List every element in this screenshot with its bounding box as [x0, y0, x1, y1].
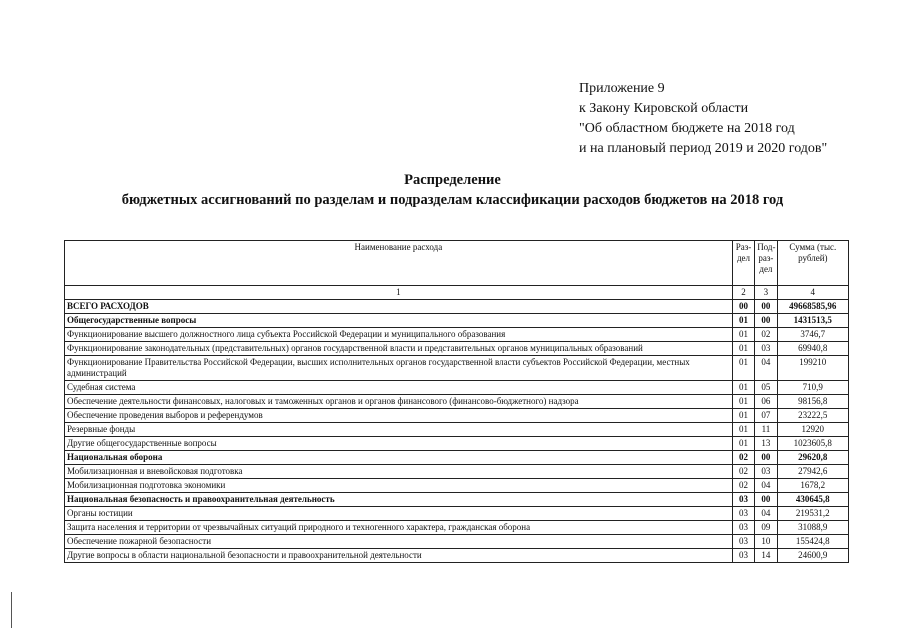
- row-name: Другие общегосударственные вопросы: [65, 437, 733, 451]
- row-subsection: 06: [755, 395, 777, 409]
- appendix-line: к Закону Кировской области: [579, 101, 749, 116]
- row-section: 03: [732, 507, 754, 521]
- row-name: Функционирование высшего должностного лица субъекта Российской Федерации и муниципального образования: [65, 328, 733, 342]
- row-sum: 1023605,8: [777, 437, 848, 451]
- row-section: 03: [732, 521, 754, 535]
- row-name: Обеспечение пожарной безопасности: [65, 535, 733, 549]
- row-section: 01: [732, 409, 754, 423]
- row-section: 01: [732, 314, 754, 328]
- row-subsection: 04: [755, 356, 777, 381]
- document-title: Распределение: [404, 172, 501, 188]
- row-subsection: 03: [755, 465, 777, 479]
- row-name: Судебная система: [65, 381, 733, 395]
- row-name: Функционирование законодательных (представительных) органов государственной власти и представительных органов муниципальных образований: [65, 342, 733, 356]
- row-subsection: 00: [755, 300, 777, 314]
- table-row: [65, 328, 849, 342]
- row-section: 01: [732, 437, 754, 451]
- row-subsection: 09: [755, 521, 777, 535]
- row-name: Защита населения и территории от чрезвычайных ситуаций природного и техногенного характера, гражданская оборона: [65, 521, 733, 535]
- row-subsection: 00: [755, 451, 777, 465]
- row-sum: 49668585,96: [777, 300, 848, 314]
- row-sum: 430645,8: [777, 493, 848, 507]
- table-row: [65, 521, 849, 535]
- column-number-row: [65, 286, 849, 300]
- table-row: [65, 409, 849, 423]
- row-section: 03: [732, 493, 754, 507]
- row-subsection: 02: [755, 328, 777, 342]
- table-header-row: [65, 241, 849, 286]
- row-sum: 29620,8: [777, 451, 848, 465]
- budget-table: [64, 240, 849, 563]
- row-section: 01: [732, 342, 754, 356]
- row-subsection: 13: [755, 437, 777, 451]
- table-row: [65, 423, 849, 437]
- row-subsection: 04: [755, 479, 777, 493]
- row-subsection: 00: [755, 314, 777, 328]
- appendix-header: [579, 79, 827, 159]
- table-row: [65, 300, 849, 314]
- table-row: [65, 507, 849, 521]
- row-sum: 710,9: [777, 381, 848, 395]
- row-name: Общегосударственные вопросы: [65, 314, 733, 328]
- header-name: Наименование расхода: [65, 241, 733, 286]
- row-section: 01: [732, 381, 754, 395]
- table-row: [65, 381, 849, 395]
- table-row: [65, 465, 849, 479]
- row-sum: 98156,8: [777, 395, 848, 409]
- row-subsection: 07: [755, 409, 777, 423]
- header-subsection: Под-раз-дел: [755, 241, 777, 286]
- column-number: 2: [732, 286, 754, 300]
- row-subsection: 14: [755, 549, 777, 563]
- table-row: [65, 395, 849, 409]
- header-section: Раз-дел: [732, 241, 754, 286]
- row-section: 02: [732, 479, 754, 493]
- row-name: Функционирование Правительства Российской Федерации, высших исполнительных органов государственной власти субъектов Российской Федерации, местных администраций: [65, 356, 733, 381]
- table-row: [65, 479, 849, 493]
- row-sum: 219531,2: [777, 507, 848, 521]
- row-sum: 155424,8: [777, 535, 848, 549]
- row-name: Другие вопросы в области национальной безопасности и правоохранительной деятельности: [65, 549, 733, 563]
- table-row: [65, 451, 849, 465]
- table-body: [65, 300, 849, 563]
- table-row: [65, 493, 849, 507]
- row-subsection: 03: [755, 342, 777, 356]
- row-sum: 1431513,5: [777, 314, 848, 328]
- row-name: Мобилизационная и вневойсковая подготовка: [65, 465, 733, 479]
- row-section: 02: [732, 451, 754, 465]
- row-name: Обеспечение проведения выборов и референдумов: [65, 409, 733, 423]
- row-section: 01: [732, 356, 754, 381]
- column-number: 3: [755, 286, 777, 300]
- row-section: 01: [732, 395, 754, 409]
- row-subsection: 00: [755, 493, 777, 507]
- row-subsection: 05: [755, 381, 777, 395]
- row-name: Обеспечение деятельности финансовых, налоговых и таможенных органов и органов финансового (финансово-бюджетного) надзора: [65, 395, 733, 409]
- row-sum: 1678,2: [777, 479, 848, 493]
- document-subtitle: бюджетных ассигнований по разделам и подразделам классификации расходов бюджетов на 2018 год: [121, 192, 784, 208]
- row-subsection: 04: [755, 507, 777, 521]
- appendix-line: Приложение 9: [579, 81, 665, 96]
- row-name: Резервные фонды: [65, 423, 733, 437]
- row-sum: 23222,5: [777, 409, 848, 423]
- margin-mark: [11, 592, 12, 628]
- row-subsection: 11: [755, 423, 777, 437]
- row-sum: 24600,9: [777, 549, 848, 563]
- row-sum: 199210: [777, 356, 848, 381]
- row-name: Национальная безопасность и правоохранительная деятельность: [65, 493, 733, 507]
- table-row: [65, 314, 849, 328]
- row-sum: 27942,6: [777, 465, 848, 479]
- row-sum: 12920: [777, 423, 848, 437]
- row-subsection: 10: [755, 535, 777, 549]
- row-name: Национальная оборона: [65, 451, 733, 465]
- table-row: [65, 535, 849, 549]
- appendix-line: и на плановый период 2019 и 2020 годов": [579, 141, 828, 156]
- row-name: Мобилизационная подготовка экономики: [65, 479, 733, 493]
- table-row: [65, 356, 849, 381]
- row-sum: 69940,8: [777, 342, 848, 356]
- table-row: [65, 549, 849, 563]
- table-row: [65, 437, 849, 451]
- column-number: 4: [777, 286, 848, 300]
- table-row: [65, 342, 849, 356]
- row-section: 03: [732, 549, 754, 563]
- appendix-line: "Об областном бюджете на 2018 год: [579, 121, 795, 136]
- row-sum: 3746,7: [777, 328, 848, 342]
- row-sum: 31088,9: [777, 521, 848, 535]
- column-number: 1: [65, 286, 733, 300]
- row-section: 01: [732, 328, 754, 342]
- row-section: 02: [732, 465, 754, 479]
- row-section: 01: [732, 423, 754, 437]
- header-sum: Сумма (тыс. рублей): [777, 241, 848, 286]
- row-section: 03: [732, 535, 754, 549]
- row-name: Органы юстиции: [65, 507, 733, 521]
- row-name: ВСЕГО РАСХОДОВ: [65, 300, 733, 314]
- row-section: 00: [732, 300, 754, 314]
